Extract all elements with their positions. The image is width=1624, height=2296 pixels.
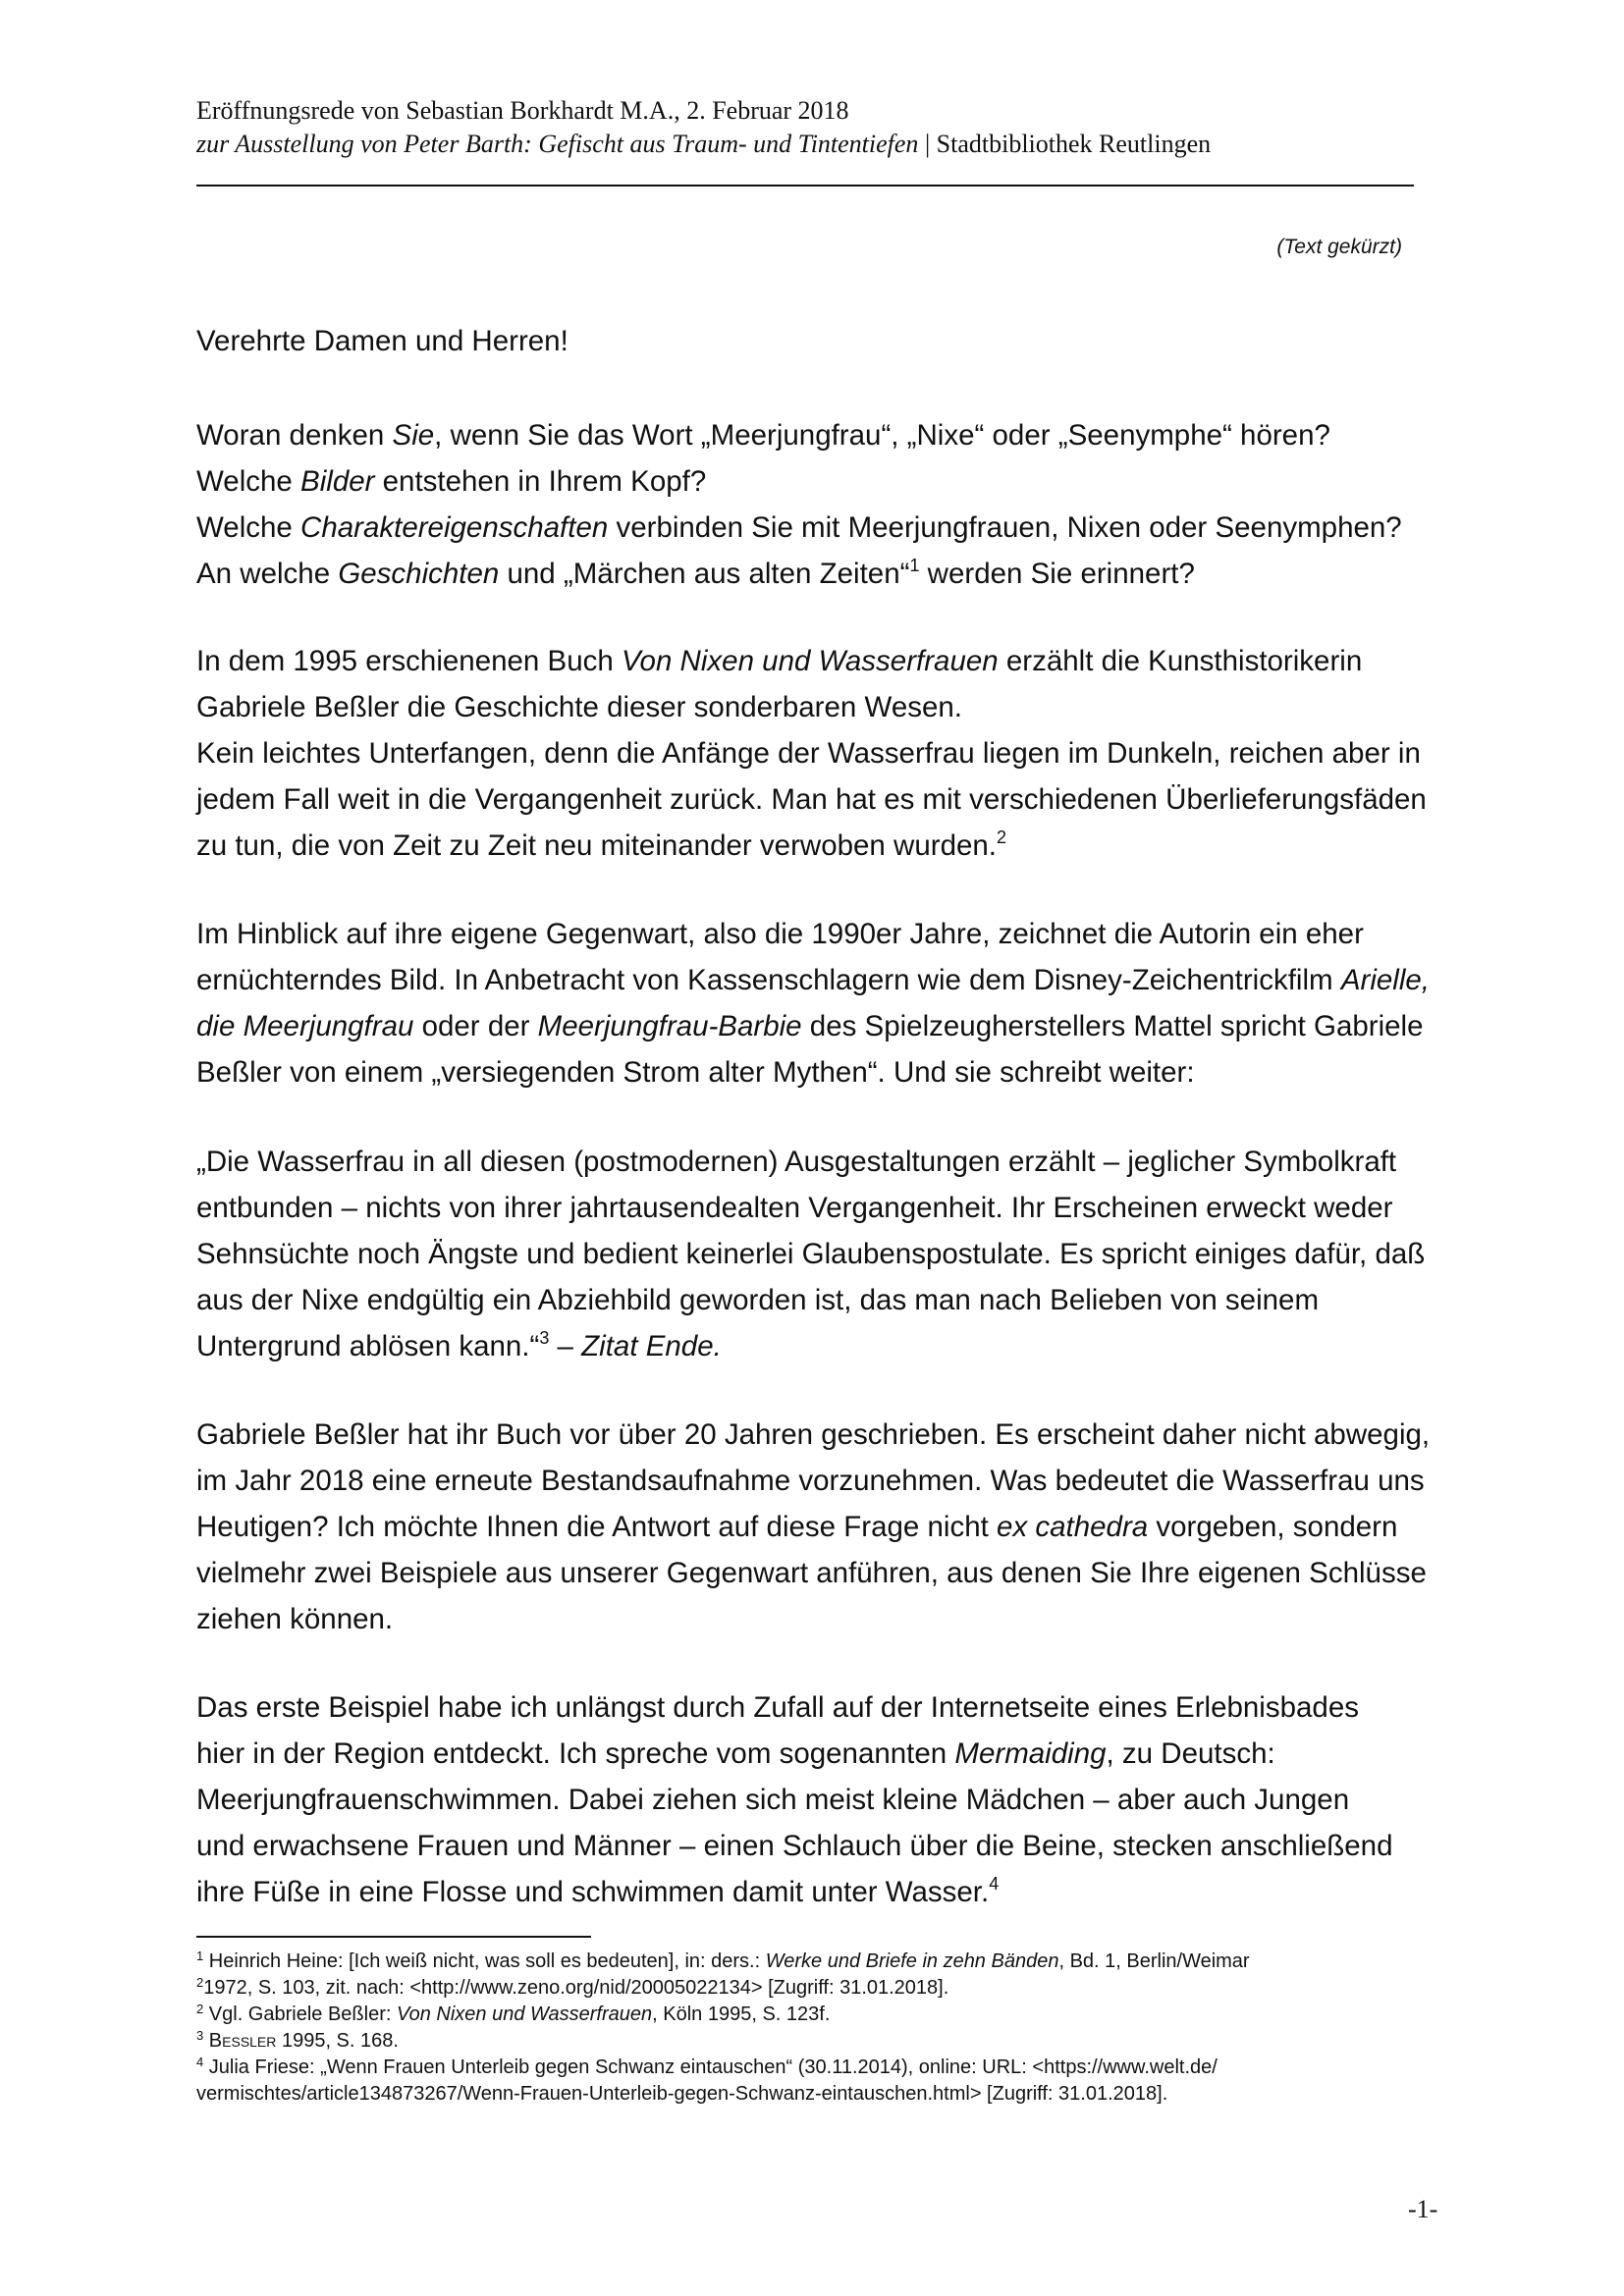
footnote-3: $^3$ Beßler 1995, S. 168. [196,2028,399,2052]
footnote-4-cont: vermischtes/article134873267/Wenn-Frauen-Unterleib-gegen-Schwanz-eintauschen.html> [Zugriff: 31.01.2018]. [196,2083,1168,2105]
footnote-4: $^4$ Julia Friese: „Wenn Frauen Unterleib gegen Schwanz eintauschen“ (30.11.2014), online: URL: <https://www.welt.de/ [196,2055,1218,2078]
beispiel-paragraph: Das erste Beispiel habe ich unlängst durch Zufall auf der Internetseite eines Erlebnisbades hier in der Region entdeckt. Ich spreche vom sogenannten Mermaiding, zu Deutsch: Meerjungfrauenschwimmen. Dabei ziehen sich meist kleine Mädchen – aber auch Jungen und erwachsene Frauen und Männer – einen Schlauch über die Beine, stecken anschließend ihre Füße in eine Flosse und schwimmen damit unter Wasser.$^4$ [196,1691,1393,1908]
greeting-text: Verehrte Damen und Herren! [196,325,568,357]
header-title: Eröffnungsrede von Sebastian Borkhardt M.A., 2. Februar 2018 [196,96,849,125]
footnote-rule [196,1936,591,1938]
header-separator: | [918,130,937,158]
question-1: Woran denken Sie, wenn Sie das Wort „Meerjungfrau“, „Nixe“ oder „Seenymphe“ hören? [196,419,1330,452]
footnote-2: $^2$ Vgl. Gabriele Beßler: Von Nixen und Wasserfrauen, Köln 1995, S. 123f. [196,2002,831,2025]
footnote-ref-2: 2 [996,828,1006,847]
footnote-ref-3: 3 [539,1328,550,1348]
header-venue: Stadtbibliothek Reutlingen [936,130,1212,158]
page-number: -1- [1408,2195,1438,2223]
question-4: An welche Geschichten und „Märchen aus alten Zeiten“$^1$ werden Sie erinnert? [196,556,1195,590]
footnote-ref-1: 1 [909,556,920,575]
footnote-1: $^1$ Heinrich Heine: [Ich weiß nicht, was soll es bedeuten], in: ders.: Werke und Briefe in zehn Bänden, Bd. 1, Berlin/Weimar [196,1949,1250,1972]
header-rule [196,185,1414,187]
question-2: Welche Bilder entstehen in Ihrem Kopf? [196,465,707,498]
footnotes [196,1949,1434,2108]
gabriele-paragraph: Gabriele Beßler hat ihr Buch vor über 20 Jahren geschrieben. Es erscheint daher nicht abwegig, im Jahr 2018 eine erneute Bestandsaufnahme vorzunehmen. Was bedeutet die Wasserfrau uns Heutigen? Ich möchte Ihnen die Antwort auf diese Frage nicht ex cathedra vorgeben, sondern vielmehr zwei Beispiele aus unserer Gegenwart anführen, aus denen Sie Ihre eigenen Schlüsse ziehen können. [196,1418,1431,1635]
header-exhibition: zur Ausstellung von Peter Barth: Gefischt aus Traum- und Tintentiefen [196,130,919,158]
questions-paragraph [196,412,1441,597]
abridged-note: (Text gekürzt) [1276,236,1402,258]
besler-paragraph: In dem 1995 erschienenen Buch Von Nixen und Wasserfrauen erzählt die Kunsthistorikerin Gabriele Beßler die Geschichte dieser sonderbaren Wesen. Kein leichtes Unterfangen, denn die Anfänge der Wasserfrau liegen im Dunkeln, reichen aber in jedem Fall weit in die Vergangenheit zurück. Man hat es mit verschiedenen Überlieferungsfäden zu tun, die von Zeit zu Zeit neu miteinander verwoben wurden.$^2$ [196,645,1427,862]
footnote-ref-4: 4 [989,1874,1000,1894]
hinblick-paragraph: Im Hinblick auf ihre eigene Gegenwart, also die 1990er Jahre, zeichnet die Autorin ein eher ernüchterndes Bild. In Anbetracht von Kassenschlagern wie dem Disney-Zeichentrickfilm Arielle, die Meerjungfrau oder der Meerjungfrau-Barbie des Spielzeugherstellers Mattel spricht Gabriele Beßler von einem „versiegenden Strom alter Mythen“. Und sie schreibt weiter: [196,918,1430,1089]
header-subtitle [196,128,1414,161]
quote-paragraph: „Die Wasserfrau in all diesen (postmodernen) Ausgestaltungen erzählt – jeglicher Symbolkraft entbunden – nichts von ihrer jahrtausendealten Vergangenheit. Ihr Erscheinen erweckt weder Sehnsüchte noch Ängste und bedient keinerlei Glaubenspostulate. Es spricht einiges dafür, daß aus der Nixe endgültig ein Abziehbild geworden ist, das man nach Belieben von seinem Untergrund ablösen kann.“$^3$ – Zitat Ende. [196,1146,1426,1362]
footnote-1-cont: $^2$1972, S. 103, zit. nach: <http://www.zeno.org/nid/20005022134> [Zugriff: 31.01.2018]. [196,1975,949,1999]
question-3: Welche Charaktereigenschaften verbinden Sie mit Meerjungfrauen, Nixen oder Seenymphen? [196,511,1402,544]
page-header [196,94,1414,161]
greeting [196,318,1441,364]
